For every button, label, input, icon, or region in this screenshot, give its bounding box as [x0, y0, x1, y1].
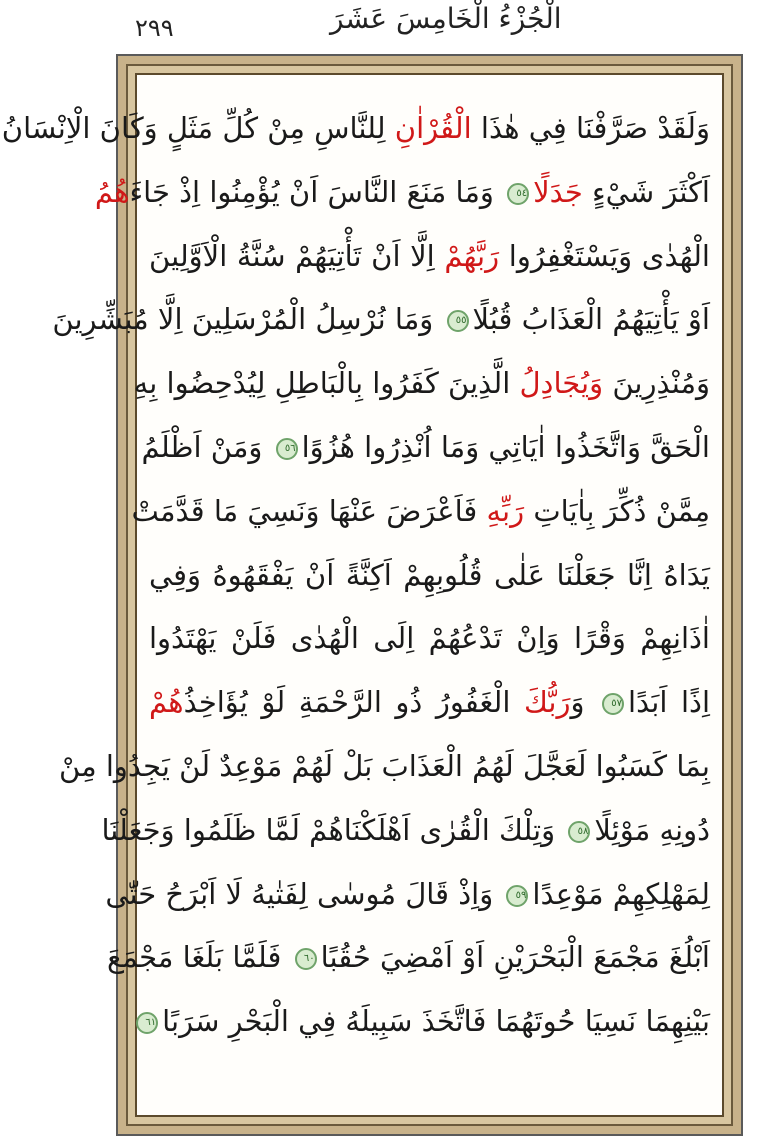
- verse-text: اَوْ يَأْتِيَهُمُ الْعَذَابُ قُبُلًا: [472, 302, 710, 337]
- text-line: [101, 799, 710, 863]
- highlighted-word: الْقُرْاٰنِ: [394, 111, 472, 145]
- verse-text: الْغَفُورُ ذُو الرَّحْمَةِ لَوْ يُؤَاخِذُ: [183, 685, 524, 720]
- page-number: ٢٩٩: [135, 14, 174, 42]
- text-line: [141, 416, 710, 480]
- quran-text: [1, 97, 711, 1105]
- text-line: [149, 225, 710, 289]
- verse-text: اِلَّا اَنْ تَأْتِيَهُمْ سُنَّةُ الْاَوَّلِينَ: [149, 238, 445, 273]
- verse-text: اَبْلُغَ مَجْمَعَ الْبَحْرَيْنِ اَوْ اَمْضِيَ حُقُبًا: [320, 940, 710, 975]
- text-line: [1, 97, 710, 161]
- verse-text: الْحَقَّ وَاتَّخَذُوا اٰيَاتِي وَمَا اُنْذِرُوا هُزُوًا: [301, 429, 710, 464]
- ayah-marker-icon: ٥٤: [507, 183, 529, 205]
- verse-text: لِمَهْلِكِهِمْ مَوْعِدًا: [532, 876, 710, 911]
- text-line: [94, 161, 710, 225]
- text-line: [59, 735, 710, 799]
- ayah-marker-icon: ٦٠: [295, 948, 317, 970]
- highlighted-word: هُمُ: [94, 174, 130, 209]
- ornamental-frame: [1, 54, 743, 1136]
- verse-text: دُونِهِ مَوْئِلًا: [594, 812, 710, 847]
- ayah-marker-icon: ٥٩: [506, 885, 528, 907]
- highlighted-word: وَيُجَادِلُ: [519, 366, 604, 401]
- verse-text: وَمَنْ اَظْلَمُ: [141, 429, 272, 464]
- verse-text: وَمُنْذِرِينَ: [603, 366, 710, 401]
- ayah-marker-icon: ٦١: [136, 1012, 158, 1034]
- page-header: [0, 0, 760, 52]
- highlighted-word: رَبُّكَ: [523, 685, 571, 720]
- verse-text: بِمَا كَسَبُوا لَعَجَّلَ لَهُمُ الْعَذَابَ بَلْ لَهُمْ مَوْعِدٌ لَنْ يَجِدُوا مِنْ: [59, 748, 710, 783]
- verse-text: وَ: [570, 685, 599, 720]
- text-line: [149, 544, 710, 608]
- highlighted-word: رَبَّهُمْ: [444, 238, 500, 273]
- text-line: [145, 990, 710, 1054]
- text-line: [149, 607, 710, 671]
- ayah-marker-icon: ٥٧: [602, 693, 624, 715]
- juz-title: الْجُزْءُ الْخَامِسَ عَشَرَ: [330, 2, 562, 35]
- text-line: [133, 352, 710, 416]
- verse-text: وَاِذْ قَالَ مُوسٰى لِفَتٰيهُ لَا اَبْرَحُ حَتّٰى: [105, 876, 503, 911]
- verse-text: بَيْنِهِمَا نَسِيَا حُوتَهُمَا فَاتَّخَذَ سَبِيلَهُ فِي الْبَحْرِ سَرَبًا: [162, 1004, 710, 1039]
- verse-text: الَّذِينَ كَفَرُوا بِالْبَاطِلِ لِيُدْحِضُوا بِهِ: [133, 366, 520, 401]
- text-line: [131, 480, 710, 544]
- text-line: [105, 863, 710, 927]
- verse-text: فَاَعْرَضَ عَنْهَا وَنَسِيَ مَا قَدَّمَتْ: [131, 493, 487, 528]
- verse-text: اِذًا اَبَدًا: [628, 685, 711, 720]
- frame-border: [1, 64, 733, 1126]
- verse-text: فَلَمَّا بَلَغَا مَجْمَعَ: [106, 940, 291, 975]
- verse-text: لِلنَّاسِ مِنْ كُلِّ مَثَلٍ وَكَانَ الْاِنْسَانُ: [1, 111, 395, 145]
- ayah-marker-icon: ٥٥: [447, 310, 469, 332]
- verse-text: وَمَا نُرْسِلُ الْمُرْسَلِينَ اِلَّا مُبَشِّرِينَ: [52, 302, 443, 337]
- verse-text: الْهُدٰى وَيَسْتَغْفِرُوا: [499, 238, 710, 273]
- verse-text: وَلَقَدْ صَرَّفْنَا فِي هٰذَا: [471, 111, 710, 145]
- verse-text: اَكْثَرَ شَيْءٍ: [582, 174, 710, 209]
- verse-text: وَتِلْكَ الْقُرٰى اَهْلَكْنَاهُمْ لَمَّا ظَلَمُوا وَجَعَلْنَا: [101, 812, 565, 847]
- verse-text: اٰذَانِهِمْ وَقْرًا وَاِنْ تَدْعُهُمْ اِلَى الْهُدٰى فَلَنْ يَهْتَدُوا: [149, 621, 710, 656]
- ayah-marker-icon: ٥٨: [568, 821, 590, 843]
- text-panel: [1, 73, 724, 1117]
- verse-text: وَمَا مَنَعَ النَّاسَ اَنْ يُؤْمِنُوا اِذْ جَاءَ: [129, 174, 504, 209]
- text-line: [52, 288, 710, 352]
- highlighted-word: رَبِّهِ: [486, 493, 525, 528]
- verse-text: مِمَّنْ ذُكِّرَ بِاٰيَاتِ: [524, 493, 710, 528]
- highlighted-word: هُمْ: [149, 685, 184, 720]
- verse-text: يَدَاهُ اِنَّا جَعَلْنَا عَلٰى قُلُوبِهِمْ اَكِنَّةً اَنْ يَفْقَهُوهُ وَفِي: [149, 557, 710, 592]
- ayah-marker-icon: ٥٦: [276, 438, 298, 460]
- highlighted-word: جَدَلًا: [533, 174, 583, 209]
- text-line: [149, 671, 710, 735]
- text-line: [106, 926, 710, 990]
